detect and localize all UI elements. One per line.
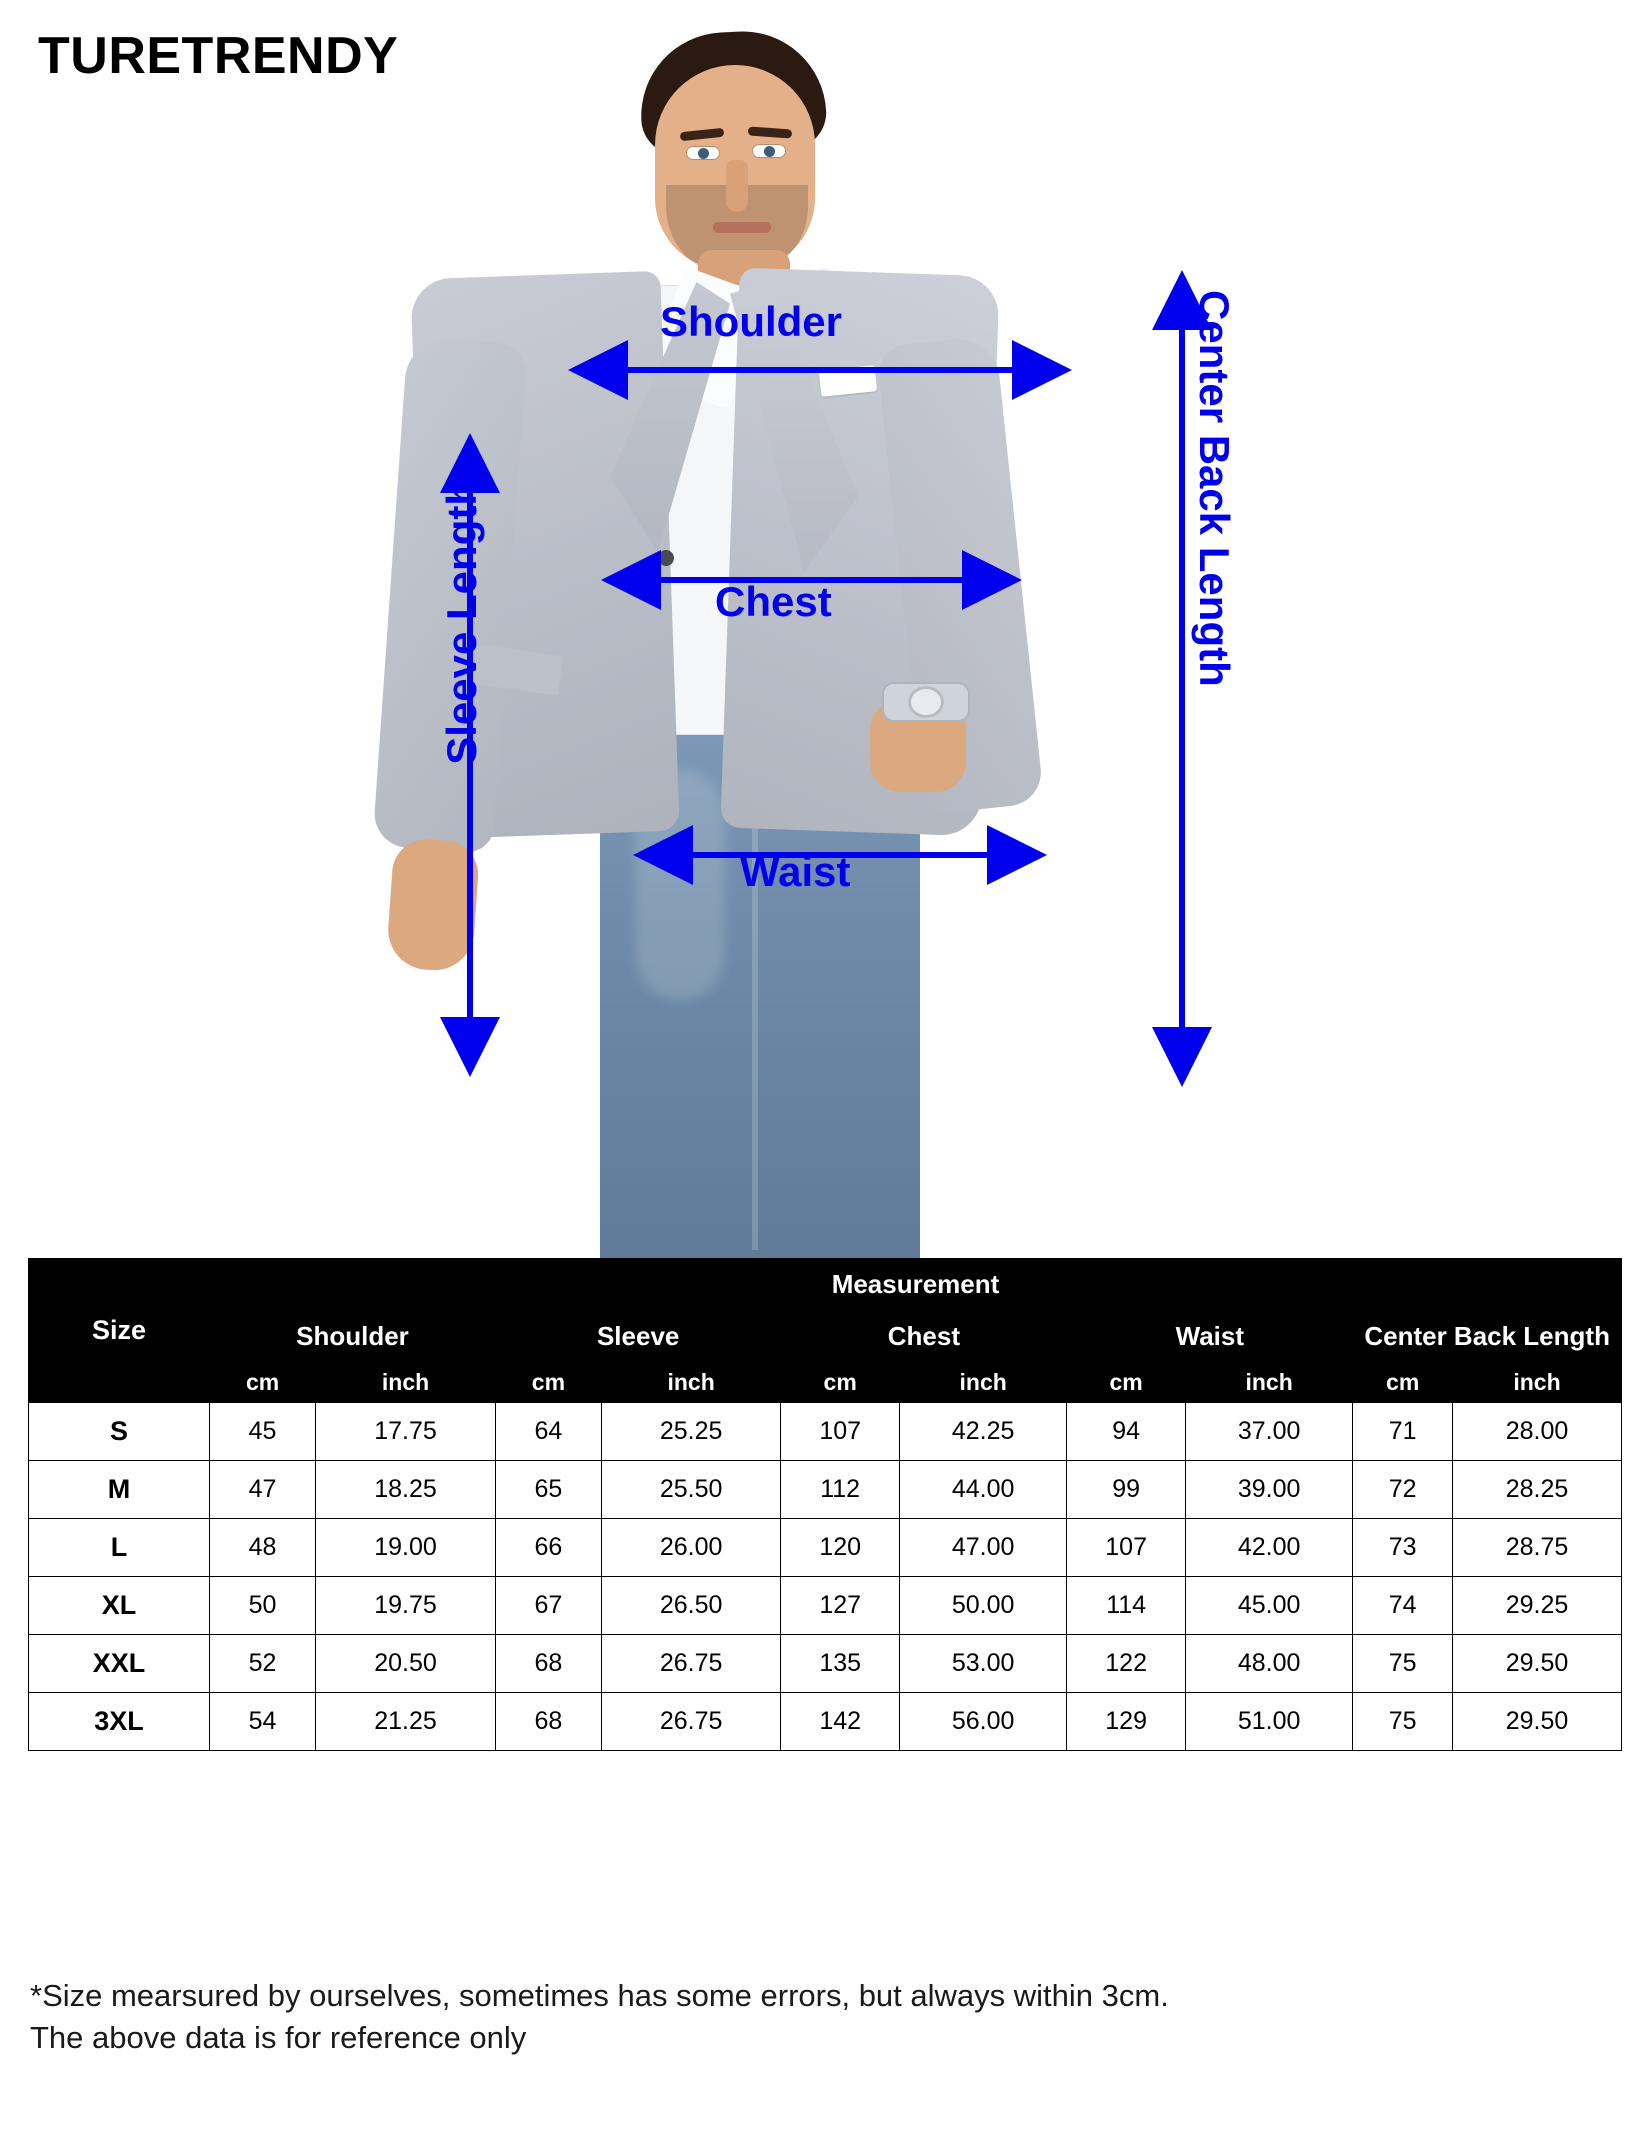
cell-value: 99 — [1067, 1461, 1186, 1519]
cell-value: 73 — [1353, 1519, 1453, 1577]
cell-value: 67 — [495, 1577, 601, 1635]
header-measurement: Measurement — [210, 1259, 1622, 1311]
footnote — [30, 1975, 1610, 2059]
cell-value: 52 — [210, 1635, 316, 1693]
cell-value: 25.50 — [601, 1461, 780, 1519]
cell-value: 64 — [495, 1403, 601, 1461]
pupil-left — [698, 148, 709, 159]
table-row — [29, 1635, 1622, 1693]
cell-size: S — [29, 1403, 210, 1461]
header-unit: inch — [899, 1363, 1066, 1403]
cell-value: 127 — [781, 1577, 900, 1635]
cell-value: 75 — [1353, 1635, 1453, 1693]
size-chart-table — [28, 1258, 1622, 1751]
cell-value: 25.25 — [601, 1403, 780, 1461]
cell-value: 51.00 — [1185, 1693, 1352, 1751]
cell-value: 107 — [781, 1403, 900, 1461]
pupil-right — [764, 146, 775, 157]
cell-size: 3XL — [29, 1693, 210, 1751]
header-unit: cm — [781, 1363, 900, 1403]
label-waist: Waist — [740, 848, 851, 895]
cell-value: 65 — [495, 1461, 601, 1519]
cell-value: 114 — [1067, 1577, 1186, 1635]
cell-value: 107 — [1067, 1519, 1186, 1577]
cell-size: L — [29, 1519, 210, 1577]
header-unit: inch — [1453, 1363, 1622, 1403]
cell-value: 29.50 — [1453, 1635, 1622, 1693]
cell-value: 21.25 — [316, 1693, 496, 1751]
nose-shape — [726, 160, 748, 212]
header-unit: cm — [1067, 1363, 1186, 1403]
cell-value: 66 — [495, 1519, 601, 1577]
cell-value: 18.25 — [316, 1461, 496, 1519]
table-header-row-2 — [29, 1311, 1622, 1363]
label-shoulder: Shoulder — [660, 298, 843, 345]
header-unit: cm — [210, 1363, 316, 1403]
cell-value: 122 — [1067, 1635, 1186, 1693]
cell-value: 26.75 — [601, 1635, 780, 1693]
cell-value: 50.00 — [899, 1577, 1066, 1635]
model-figure — [430, 10, 1150, 1260]
jeans-seam — [752, 770, 758, 1250]
table-row — [29, 1577, 1622, 1635]
table-header-row-3 — [29, 1363, 1622, 1403]
cell-value: 142 — [781, 1693, 900, 1751]
brand-logo: TURETRENDY — [38, 27, 399, 85]
cell-value: 75 — [1353, 1693, 1453, 1751]
cell-size: XL — [29, 1577, 210, 1635]
cell-value: 74 — [1353, 1577, 1453, 1635]
table-row — [29, 1461, 1622, 1519]
cell-value: 48.00 — [1185, 1635, 1352, 1693]
cell-value: 71 — [1353, 1403, 1453, 1461]
cell-value: 68 — [495, 1693, 601, 1751]
cell-value: 48 — [210, 1519, 316, 1577]
cell-value: 44.00 — [899, 1461, 1066, 1519]
cell-value: 26.00 — [601, 1519, 780, 1577]
cell-value: 29.50 — [1453, 1693, 1622, 1751]
cell-value: 39.00 — [1185, 1461, 1352, 1519]
cell-value: 19.75 — [316, 1577, 496, 1635]
cell-value: 135 — [781, 1635, 900, 1693]
table-row — [29, 1403, 1622, 1461]
table-row — [29, 1693, 1622, 1751]
cell-value: 53.00 — [899, 1635, 1066, 1693]
cell-size: M — [29, 1461, 210, 1519]
cell-value: 42.25 — [899, 1403, 1066, 1461]
footnote-line-2: The above data is for reference only — [30, 2019, 527, 2055]
cell-value: 20.50 — [316, 1635, 496, 1693]
cell-value: 120 — [781, 1519, 900, 1577]
table-row — [29, 1519, 1622, 1577]
label-sleeve-length: Sleeve Length — [438, 480, 485, 765]
cell-value: 45 — [210, 1403, 316, 1461]
cell-value: 47 — [210, 1461, 316, 1519]
cell-value: 37.00 — [1185, 1403, 1352, 1461]
cell-value: 94 — [1067, 1403, 1186, 1461]
cell-value: 47.00 — [899, 1519, 1066, 1577]
cell-value: 26.50 — [601, 1577, 780, 1635]
header-group-chest: Chest — [781, 1311, 1067, 1363]
cell-value: 112 — [781, 1461, 900, 1519]
cell-value: 45.00 — [1185, 1577, 1352, 1635]
cell-value: 19.00 — [316, 1519, 496, 1577]
cell-value: 56.00 — [899, 1693, 1066, 1751]
header-group-sleeve: Sleeve — [495, 1311, 780, 1363]
header-unit: inch — [601, 1363, 780, 1403]
label-center-back-length: Center Back Length — [1191, 290, 1238, 687]
cell-value: 26.75 — [601, 1693, 780, 1751]
cell-value: 28.75 — [1453, 1519, 1622, 1577]
header-group-waist: Waist — [1067, 1311, 1353, 1363]
cell-value: 29.25 — [1453, 1577, 1622, 1635]
cell-size: XXL — [29, 1635, 210, 1693]
cell-value: 42.00 — [1185, 1519, 1352, 1577]
header-unit: cm — [495, 1363, 601, 1403]
header-group-shoulder: Shoulder — [210, 1311, 496, 1363]
mouth-shape — [713, 222, 771, 233]
cell-value: 68 — [495, 1635, 601, 1693]
header-group-center-back-length: Center Back Length — [1353, 1311, 1622, 1363]
cell-value: 28.25 — [1453, 1461, 1622, 1519]
cell-value: 28.00 — [1453, 1403, 1622, 1461]
cell-value: 54 — [210, 1693, 316, 1751]
cell-value: 72 — [1353, 1461, 1453, 1519]
label-chest: Chest — [715, 578, 832, 625]
cell-value: 50 — [210, 1577, 316, 1635]
cell-value: 17.75 — [316, 1403, 496, 1461]
table-header-row-1 — [29, 1259, 1622, 1311]
header-unit: inch — [316, 1363, 496, 1403]
footnote-line-1: *Size mearsured by ourselves, sometimes has some errors, but always within 3cm. — [30, 1978, 1169, 2013]
header-unit: cm — [1353, 1363, 1453, 1403]
wristwatch-face — [908, 686, 944, 718]
blazer-button — [658, 550, 674, 566]
hand-left — [386, 837, 481, 973]
cell-value: 129 — [1067, 1693, 1186, 1751]
header-unit: inch — [1185, 1363, 1352, 1403]
header-size: Size — [29, 1259, 210, 1403]
